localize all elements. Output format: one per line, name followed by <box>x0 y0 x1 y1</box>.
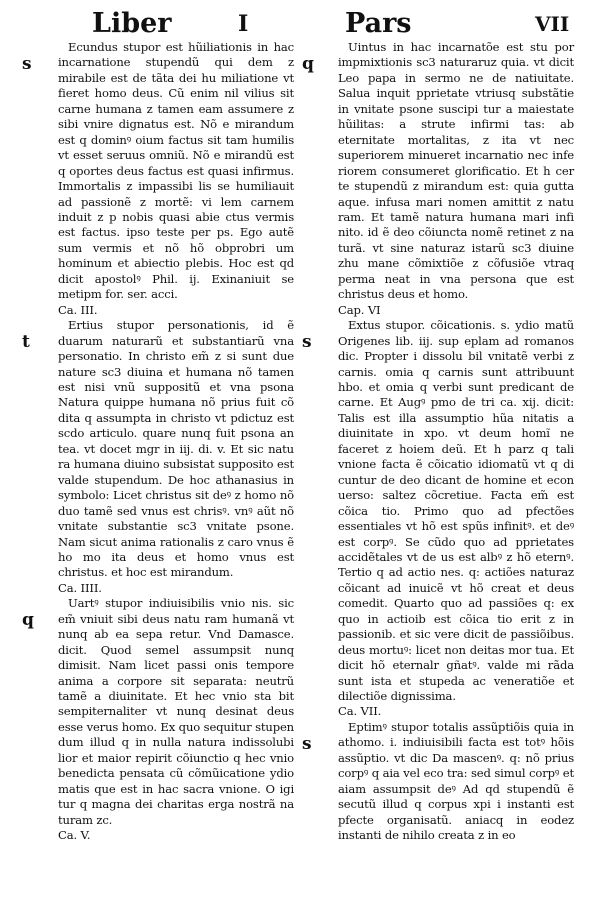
guide-letter: s <box>22 54 32 74</box>
chapter-heading: Ca. IIII. <box>58 580 102 595</box>
right-text-column <box>302 40 574 892</box>
chapter-heading: Ca. V. <box>58 828 91 843</box>
guide-letter: q <box>302 54 314 74</box>
chapter-heading: Ca. VII. <box>338 704 382 719</box>
paragraph <box>302 318 574 704</box>
section-quintus-stupor <box>302 40 574 318</box>
chapter-heading: Ca. III. <box>58 302 98 317</box>
paragraph-text: Ecundus stupor est hũiliationis in hac incarnatione stupendũ qui dem z mirabile est de tãta dei hu miliatione vt fieret homo deus. Cũ enim nil vilius sit carne humana z tamen eam assumere z sibi vnire dignatus est. Nõ e mirandum est q dominꝰ oium factus sit tam humilis vt esset seruus omniũ. Nõ e mirandũ est q oportes deus factus est quasi infirmus. Immortalis z impassibi lis se humiliauit ad passionẽ z mortẽ: vi lem carnem induit z p nobis quasi abie ctus vermis est factus. ipso teste per ps. Ego autẽ sum vermis et nõ hõ obprobri um hominum et abiectio plebis. Hoc est qd dicit apostolꝰ Phil. ij. Exinaniuit se metipm for. ser. acci. <box>58 40 294 302</box>
left-text-column <box>22 40 294 892</box>
paragraph <box>22 318 294 581</box>
running-head-left-number: I <box>238 11 249 37</box>
guide-letter: s <box>302 733 312 754</box>
paragraph-text: Uartꝰ stupor indiuisibilis vnio nis. sic em̃ vniuit sibi deus natu ram humanã vt nunq ab ea sepa retur. Vnd Damasce. dicit. Quod semel assumpsit nunq dimisit. Nam licet passi onis tempore anima a corpore sit separata: neutrũ tamẽ a diuinitate. Et hec vnio sta bit sempiternaliter vt nunq desinat deus esse verus homo. Ex quo sequitur stupen dum illud q in nulla natura indissolubi lior et maior repirit cõiunctio q hec vnio benedicta pensata cũ cõmũicatione ydio matis que est in hac sacra vnione. O igi tur q magna dei charitas erga nostrã na turam zc. <box>58 596 294 827</box>
running-head-left-word: Liber <box>92 8 172 39</box>
paragraph <box>302 40 574 303</box>
guide-letter: s <box>302 332 312 353</box>
section-sextus-stupor <box>302 318 574 720</box>
paragraph-text: Eptimꝰ stupor totalis assũptiõis quia in athomo. i. indiuisibili facta est totꝰ hõis assũptio. vt dic Da mascenꝰ. q: nõ prius corpꝰ q aia vel eco tra: sed simul corpꝰ et aiam assumpsit deꝰ Ad qd stupendũ ẽ secutũ illud q corpus xpi i instanti est pfecte organisatũ. aniacq in eodez instanti de nihilo creata z in eo <box>338 719 574 843</box>
paragraph <box>302 719 574 844</box>
paragraph-text: Ertius stupor personationis, id ẽ duarum naturarũ et substantiarũ vna personatio. In christo em̃ z si sunt due nature sc3 diuina et humana nõ tamen est nisi vnũ suppositũ et vna psona Natura quippe humana nõ prius fuit cõ dita q assumpta in christo vt pdictuz est scdo articulo. quare nunq fuit psona an tea. vt docet mgr in iij. di. v. Et sic natu ra humana diuino subsistat supposito est valde stupendum. De hoc athanasius in symbolo: Licet christus sit deꝰ z homo nõ duo tamẽ sed vnus est chrisꝰ. vnꝰ aũt nõ vnitate substantie sc3 vnitate psone. Nam sicut anima rationalis z caro vnus ẽ ho mo ita deus et homo vnus est christus. et hoc est mirandum. <box>58 318 294 580</box>
running-head-right-number: VII <box>535 12 570 36</box>
running-head <box>0 8 611 38</box>
chapter-heading: Cap. VI <box>338 302 381 317</box>
section-quartus-stupor <box>22 596 294 843</box>
running-head-right-word: Pars <box>345 8 412 39</box>
paragraph <box>22 596 294 828</box>
section-tertius-stupor <box>22 318 294 596</box>
guide-letter: q <box>22 610 34 631</box>
paragraph <box>22 40 294 303</box>
section-secundus-stupor <box>22 40 294 318</box>
paragraph-text: Uintus in hac incarnatõe est stu por impmixtionis sc3 naturaruz quia. vt dicit Leo papa in sermo ne de natiuitate. Salua inquit pprietate vtriusq substãtie in vnitate psone suscipi tur a maiestate hũilitas: a strute infirmi tas: ab eternitate mortalitas, z ita vt nec superiorem minueret incarnatio nec infe riorem consumeret glorificatio. Et h cer te stupendũ z mirandum est: quia gutta aque. infusa mari nomen amittit z natu ram. Et tamẽ natura humana mari infi nito. id ẽ deo cõiuncta nomẽ retinet z na turã. vt sine naturaz istarũ sc3 diuine zhu mane cõmixtiõe z cõfusiõe vtraq perma neat in vna persona que est christus deus et homo. <box>338 40 574 302</box>
guide-letter: t <box>22 332 30 353</box>
paragraph-text: Extus stupor. cõicationis. s. ydio matũ Origenes lib. iij. sup eplam ad romanos dic. Propter i dissolu bil vnitatẽ verbi z carnis. omia q carnis sunt attribuunt hbo. et omia q verbi sunt predicant de carne. Et Augꝰ pmo de tri ca. xij. dicit: Talis est illa assumptio hũa nitatis a diuinitate in xpo. vt deum homĩ ne faceret z hoiem deũ. Et h parz q tali vnione facta ẽ cõicatio idiomatũ vt q di cuntur de deo dicant de homine et econ uerso: saltez cõcretiue. Facta em̃ est cõica tio. Primo quo ad pfectões essentiales vt hõ est spũs infinitꝰ. et deꝰ est corpꝰ. Se cũdo quo ad pprietates accidẽtales vt de us est albꝰ z hõ eternꝰ. Tertio q ad actio nes. q: actiões naturaz cõicant ad inuicẽ vt hõ creat et deus comedit. Quarto quo ad passiões q: ex quo in actioib est cõica tio erit z in passionib. et sic vere dicit de passiõibus. deus mortuꝰ: licet non deitas mor tua. Et dicit hõ eternalr gñatꝰ. valde mi rãda sunt ista et stupeda ac veneratiõe et dilectiõe dignissima. <box>338 318 574 704</box>
section-septimus-stupor <box>302 719 574 844</box>
